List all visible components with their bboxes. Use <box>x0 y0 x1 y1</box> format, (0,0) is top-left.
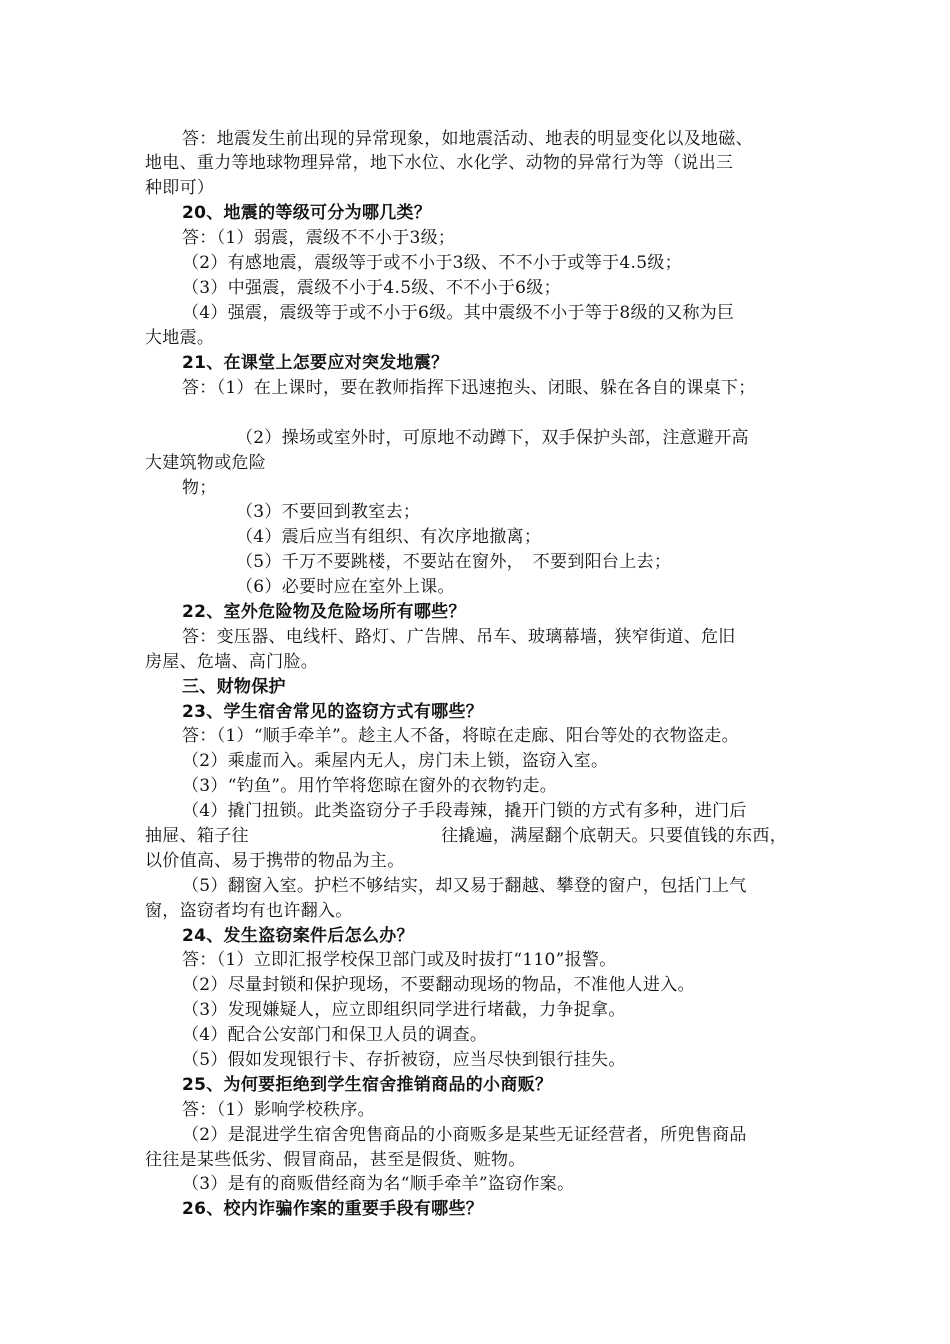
answer-text: （3）不要回到教室去； <box>236 502 421 522</box>
answer-text: 答：（1）“顺手牵羊”。趁主人不备，将晾在走廊、阳台等处的衣物盗走。 <box>182 726 739 746</box>
question-heading: 20、地震的等级可分为哪几类？ <box>182 203 432 223</box>
answer-text: 答：（1）影响学校秩序。 <box>182 1100 375 1120</box>
answer-text: 以价值高、易于携带的物品为主。 <box>145 851 405 871</box>
answer-text: （3）中强震，震级不小于4.5级、不不小于6级； <box>182 278 561 298</box>
answer-text: 大地震。 <box>145 328 215 348</box>
answer-text: 往往是某些低劣、假冒商品，甚至是假货、赃物。 <box>145 1150 526 1170</box>
answer-text: 物； <box>182 478 217 498</box>
question-heading: 23、学生宿舍常见的盗窃方式有哪些？ <box>182 702 484 722</box>
question-heading: 25、为何要拒绝到学生宿舍推销商品的小商贩？ <box>182 1075 553 1095</box>
answer-text: 抽屉、箱子往 <box>145 826 249 846</box>
answer-text: （3）“钓鱼”。用竹竿将您晾在窗外的衣物钓走。 <box>182 776 558 796</box>
answer-text: （2）是混进学生宿舍兜售商品的小商贩多是某些无证经营者，所兜售商品 <box>182 1125 747 1145</box>
answer-text: 地电、重力等地球物理异常，地下水位、水化学、动物的异常行为等（说出三 <box>145 153 734 173</box>
answer-text: 答：变压器、电线杆、路灯、广告牌、吊车、玻璃幕墙，狭窄街道、危旧 <box>182 627 736 647</box>
question-heading: 24、发生盗窃案件后怎么办？ <box>182 926 414 946</box>
answer-text: 答：（1）弱震，震级不不小于3级； <box>182 228 456 248</box>
question-heading: 21、在课堂上怎要应对突发地震？ <box>182 353 449 373</box>
answer-text: （2）有感地震，震级等于或不小于3级、不不小于或等于4.5级； <box>182 253 682 273</box>
answer-text: 往撬遍，满屋翻个底朝天。只要值钱的东西， <box>441 826 787 846</box>
answer-text: 答：（1）在上课时，要在教师指挥下迅速抱头、闭眼、躲在各自的课桌下； <box>182 378 756 398</box>
answer-text: （4）配合公安部门和保卫人员的调查。 <box>182 1025 488 1045</box>
answer-text: 窗，盗窃者均有也许翻入。 <box>145 901 353 921</box>
answer-text: 答：（1）立即汇报学校保卫部门或及时拔打“110”报警。 <box>182 950 617 970</box>
question-heading: 22、室外危险物及危险场所有哪些？ <box>182 602 466 622</box>
answer-text: （5）翻窗入室。护栏不够结实，却又易于翻越、攀登的窗户，包括门上气 <box>182 876 747 896</box>
answer-text: （6）必要时应在室外上课。 <box>236 577 455 597</box>
answer-text: （2）乘虚而入。乘屋内无人，房门未上锁，盗窃入室。 <box>182 751 609 771</box>
answer-text: 房屋、危墙、高门脸。 <box>145 652 318 672</box>
answer-text: （4）撬门扭锁。此类盗窃分子手段毒辣，撬开门锁的方式有多种，进门后 <box>182 801 747 821</box>
answer-text: （4）强震，震级等于或不小于6级。其中震级不小于等于8级的又称为巨 <box>182 303 735 323</box>
section-heading: 三、财物保护 <box>182 677 286 697</box>
question-heading: 26、校内诈骗作案的重要手段有哪些？ <box>182 1199 484 1219</box>
answer-text: （3）是有的商贩借经商为名“顺手牵羊”盗窃作案。 <box>182 1174 575 1194</box>
answer-text: （5）假如发现银行卡、存折被窃，应当尽快到银行挂失。 <box>182 1050 626 1070</box>
answer-text: 答：地震发生前出现的异常现象，如地震活动、地表的明显变化以及地磁、 <box>182 129 753 149</box>
answer-text: （3）发现嫌疑人，应立即组织同学进行堵截，力争捉拿。 <box>182 1000 626 1020</box>
answer-text: 大建筑物或危险 <box>145 453 267 473</box>
answer-text: （2）尽量封锁和保护现场，不要翻动现场的物品，不准他人进入。 <box>182 975 695 995</box>
answer-text: （2）操场或室外时，可原地不动蹲下，双手保护头部，注意避开高 <box>236 428 749 448</box>
answer-text: 种即可） <box>145 178 215 198</box>
answer-text: （4）震后应当有组织、有次序地撤离； <box>236 527 542 547</box>
answer-text: （5）千万不要跳楼，不要站在窗外， 不要到阳台上去； <box>236 552 672 572</box>
